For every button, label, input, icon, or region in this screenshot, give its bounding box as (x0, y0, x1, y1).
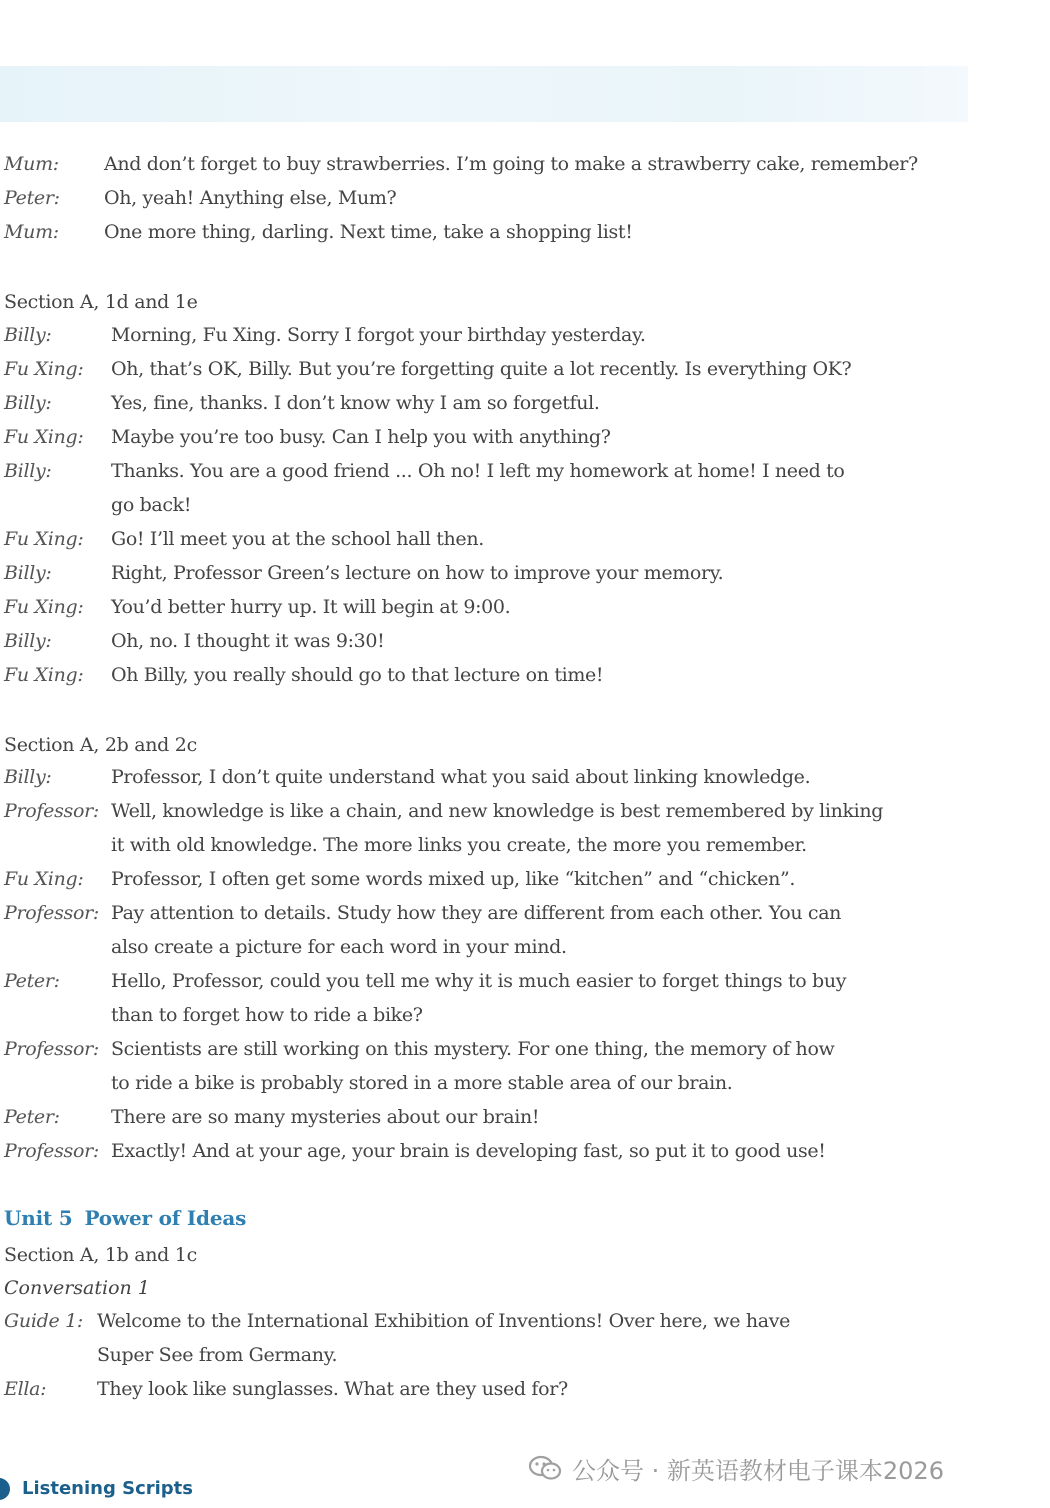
dialogue-line: One more thing, darling. Next time, take a shopping list! (104, 221, 633, 243)
dialogue-line: Welcome to the International Exhibition of Inventions! Over here, we have (97, 1310, 790, 1332)
unit-title: Power of Ideas (84, 1206, 247, 1230)
watermark (528, 1450, 944, 1486)
speaker-label: Fu Xing: (4, 426, 84, 448)
dialogue-line: They look like sunglasses. What are they used for? (97, 1378, 568, 1400)
dialogue-line: Oh, no. I thought it was 9:30! (111, 630, 385, 652)
dialogue-line: Well, knowledge is like a chain, and new knowledge is best remembered by linking (111, 800, 884, 822)
dialogue-line: Oh, yeah! Anything else, Mum? (104, 187, 397, 209)
dialogue-line: You’d better hurry up. It will begin at 9:00. (111, 596, 511, 618)
speaker-label: Fu Xing: (4, 358, 84, 380)
speaker-label: Fu Xing: (4, 664, 84, 686)
speaker-label: Guide 1: (4, 1310, 84, 1332)
footer-tab-marker (0, 1478, 10, 1500)
speaker-label: Billy: (4, 630, 52, 652)
dialogue-line: Oh Billy, you really should go to that lecture on time! (111, 664, 604, 686)
footer-label: Listening Scripts (22, 1478, 193, 1499)
speaker-label: Peter: (4, 187, 60, 209)
speaker-label: Peter: (4, 1106, 60, 1128)
speaker-label: Fu Xing: (4, 868, 84, 890)
dialogue-line: it with old knowledge. The more links you create, the more you remember. (111, 834, 807, 856)
speaker-label: Professor: (4, 1140, 100, 1162)
speaker-label: Professor: (4, 800, 100, 822)
dialogue-line: Professor, I often get some words mixed up, like “kitchen” and “chicken”. (111, 868, 796, 890)
speaker-label: Mum: (4, 221, 59, 243)
dialogue-line: Oh, that’s OK, Billy. But you’re forgetting quite a lot recently. Is everything OK? (111, 358, 852, 380)
section-heading: Section A, 1d and 1e (4, 291, 198, 313)
dialogue-line: Yes, fine, thanks. I don’t know why I am so forgetful. (111, 392, 600, 414)
conversation-heading: Conversation 1 (4, 1277, 150, 1299)
dialogue-line: go back! (111, 494, 192, 516)
wechat-icon (528, 1455, 562, 1481)
speaker-label: Peter: (4, 970, 60, 992)
dialogue-line: Scientists are still working on this mystery. For one thing, the memory of how (111, 1038, 835, 1060)
header-band (0, 66, 968, 122)
dialogue-line: Professor, I don’t quite understand what you said about linking knowledge. (111, 766, 811, 788)
dialogue-line: than to forget how to ride a bike? (111, 1004, 423, 1026)
speaker-label: Billy: (4, 324, 52, 346)
dialogue-line: Morning, Fu Xing. Sorry I forgot your birthday yesterday. (111, 324, 646, 346)
unit-number: Unit 5 (4, 1206, 73, 1230)
dialogue-line: Right, Professor Green’s lecture on how to improve your memory. (111, 562, 724, 584)
speaker-label: Professor: (4, 1038, 100, 1060)
dialogue-line: Thanks. You are a good friend ... Oh no! I left my homework at home! I need to (111, 460, 845, 482)
speaker-label: Mum: (4, 153, 59, 175)
speaker-label: Billy: (4, 392, 52, 414)
speaker-label: Billy: (4, 562, 52, 584)
speaker-label: Billy: (4, 766, 52, 788)
speaker-label: Fu Xing: (4, 528, 84, 550)
dialogue-line: Exactly! And at your age, your brain is developing fast, so put it to good use! (111, 1140, 826, 1162)
dialogue-line: Go! I’ll meet you at the school hall then. (111, 528, 484, 550)
speaker-label: Professor: (4, 902, 100, 924)
dialogue-line: And don’t forget to buy strawberries. I’m going to make a strawberry cake, remember? (104, 153, 918, 175)
unit-heading (4, 1206, 246, 1230)
dialogue-line: There are so many mysteries about our brain! (111, 1106, 540, 1128)
speaker-label: Billy: (4, 460, 52, 482)
dialogue-line: Hello, Professor, could you tell me why it is much easier to forget things to buy (111, 970, 847, 992)
speaker-label: Ella: (4, 1378, 47, 1400)
dialogue-line: to ride a bike is probably stored in a more stable area of our brain. (111, 1072, 733, 1094)
section-heading: Section A, 2b and 2c (4, 734, 197, 756)
watermark-text: 公众号 · 新英语教材电子课本2026 (572, 1456, 944, 1485)
speaker-label: Fu Xing: (4, 596, 84, 618)
dialogue-line: Super See from Germany. (97, 1344, 338, 1366)
section-heading: Section A, 1b and 1c (4, 1244, 197, 1266)
dialogue-line: Maybe you’re too busy. Can I help you with anything? (111, 426, 611, 448)
dialogue-line: also create a picture for each word in your mind. (111, 936, 567, 958)
dialogue-line: Pay attention to details. Study how they are different from each other. You can (111, 902, 842, 924)
